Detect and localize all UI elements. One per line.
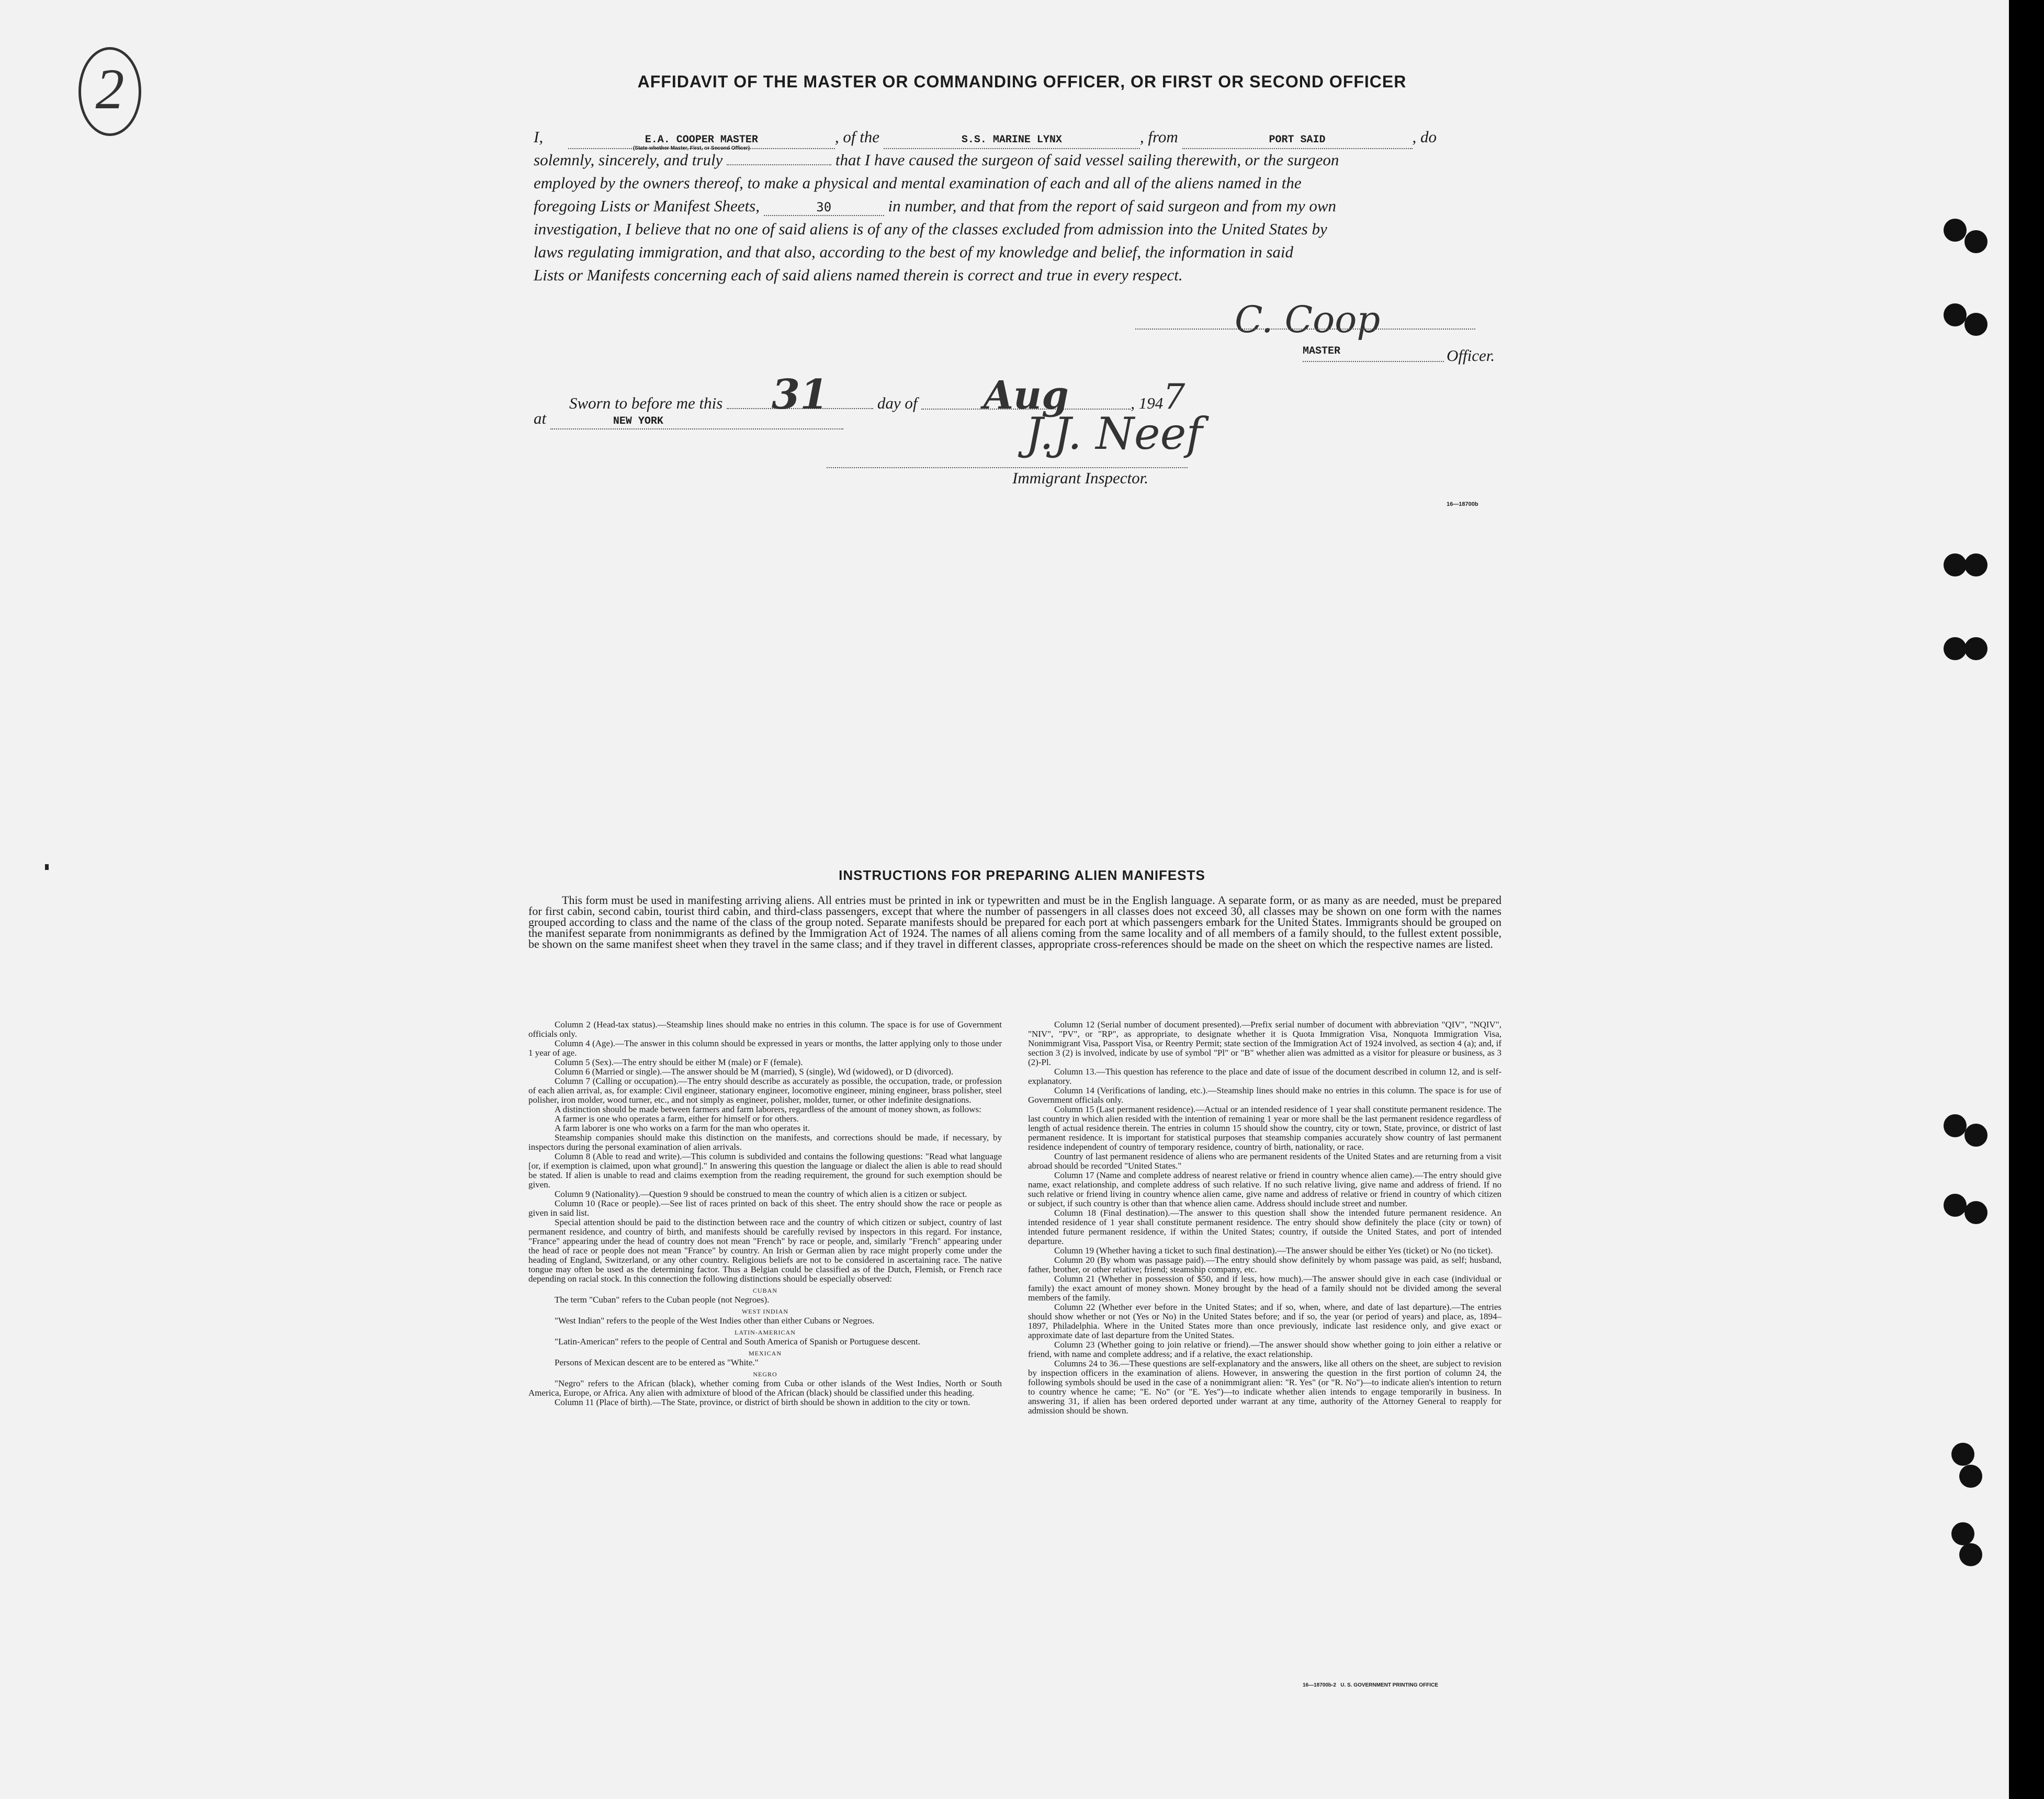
affidavit-line-6: laws regulating immigration, and that also, according to the best of my knowledge and belief, the information in said <box>534 243 1294 261</box>
right-column-para-2: Column 13.—This question has reference to the place and date of issue of the document described in column 12, and is self-explanatory. <box>1028 1067 1501 1086</box>
affidavit-line-7: Lists or Manifests concerning each of said aliens named therein is correct and true in every respect. <box>534 266 1183 284</box>
left-column-para-2: Column 4 (Age).—The answer in this column should be expressed in years or months, the latter applying only to those under 1 year of age. <box>528 1038 1002 1058</box>
sworn-text: Sworn to before me this <box>569 394 723 412</box>
punch-hole <box>1944 303 1967 326</box>
year-text: , 194 <box>1131 394 1164 412</box>
affidavit-word-i: I, <box>534 128 544 146</box>
right-column-para-5: Country of last permanent residence of aliens who are permanent residents of the United States and are returning from a visit abroad should be recorded "United States." <box>1028 1151 1501 1171</box>
signature-line <box>1135 329 1475 330</box>
left-column-para-12: Column 10 (Race or people).—See list of races printed on back of this sheet. The entry should show the race or people as given in said list. <box>528 1198 1002 1218</box>
punch-hole <box>1959 1543 1982 1566</box>
punch-hole <box>1951 1522 1974 1545</box>
inspector-line <box>827 467 1188 468</box>
officer-note: (State whether Master, First, or Second Officer) <box>633 145 750 151</box>
affidavit-line-3: employed by the owners thereof, to make a physical and mental examination of each and all of the aliens named in the <box>534 174 1302 192</box>
left-column-para-5: Column 7 (Calling or occupation).—The entry should describe as accurately as possible, the occupation, trade, or profession of each alien arrival, as, for example: Civil engineer, stationary engineer, locomotive engineer, mining engineer, brass polisher, steel polisher, iron molder, wood turner, etc., and not simply as engineer, polisher, molder, turner, or other indefinite designations. <box>528 1076 1002 1105</box>
left-column-para-3: Column 5 (Sex).—The entry should be either M (male) or F (female). <box>555 1057 803 1067</box>
right-paragraphs <box>1028 1020 1501 1416</box>
right-column-para-10: Column 21 (Whether in possession of $50, and if less, how much).—The answer should give in each case (individual or family) the exact amount of money shown. Money brought by the head of a family should not be divided among the several members of the family. <box>1028 1274 1501 1303</box>
month-handwritten: Aug <box>983 373 1069 418</box>
heading-latin-american: LATIN-AMERICAN <box>735 1329 796 1336</box>
para-column-11: Column 11 (Place of birth).—The State, province, or district of birth should be shown in addition to the city or town. <box>555 1397 970 1407</box>
para-mexican: Persons of Mexican descent are to be entered as "White." <box>555 1357 759 1367</box>
punch-hole <box>1964 637 1987 660</box>
left-paragraphs <box>528 1020 1002 1284</box>
at-text: at <box>534 409 547 427</box>
punch-hole <box>1964 1201 1987 1224</box>
right-column-para-6: Column 17 (Name and complete address of nearest relative or friend in country whence alien came).—The entry should give name, exact relationship, and complete address of such relative. If no such relative living, give name and address of friend. If no such relative or friend living in country whence alien came, give name and address of relative or friend in country of which citizen or subject, if such country is other than that whence alien came. Address should include street and number. <box>1028 1170 1501 1208</box>
form-number: 16—18700b <box>1447 501 1478 507</box>
left-column-para-4: Column 6 (Married or single).—The answer should be M (married), S (single), Wd (widowed), or D (divorced). <box>555 1067 954 1077</box>
heading-negro: NEGRO <box>753 1371 777 1378</box>
left-column-para-11: Column 9 (Nationality).—Question 9 should be construed to mean the country of which alien is a citizen or subject. <box>555 1189 967 1199</box>
para-latin-american: "Latin-American" refers to the people of Central and South America of Spanish or Portuguese descent. <box>555 1337 920 1347</box>
right-column-para-13: Columns 24 to 36.—These questions are self-explanatory and the answers, like all others on the sheet, are subject to revision by inspection officers in the examination of aliens. However, in answering the question in the first portion of column 24, the following symbols should be used in the case of a nonimmigrant alien: "R. Yes" (or "R. No")—to indicate alien's intention to return to country whence he came; "E. No" (or "E. Yes")—to indicate whether alien intends to engage temporarily in business. In answering 31, if alien has been ordered deported under warrant at any time, authority of the Attorney General to reapply for admission should be shown. <box>1028 1359 1501 1416</box>
solemnly-blank <box>727 149 831 165</box>
right-column-para-11: Column 22 (Whether ever before in the United States; and if so, when, where, and date of last departure).—The entries should show whether or not (Yes or No) in the United States before; and if so, the year (or period of years) and place, as, 1894–1897, Philadelphia. Where in the United States more than once previously, indicate last residence only, and give exact or approximate date of last departure from the United States. <box>1028 1302 1501 1340</box>
right-column-para-4: Column 15 (Last permanent residence).—Actual or an intended residence of 1 year shall constitute permanent residence. The last country in which alien resided with the intention of remaining 1 year or more shall be the last permanent residence regardless of length of actual residence therein. The entries in column 15 should show the country, city or town, State, province, or district of last permanent residence. It is important for statistical purposes that steamship companies accurately show country of last permanent residence independent of country of temporary residence, country of birth, nationality, or race. <box>1028 1104 1501 1152</box>
punch-hole <box>1951 1443 1974 1466</box>
place-line <box>534 409 843 429</box>
month-field <box>921 373 1131 418</box>
affidavit-title: AFFIDAVIT OF THE MASTER OR COMMANDING OFFICER, OR FIRST OR SECOND OFFICER <box>637 72 1407 91</box>
para-negro: "Negro" refers to the African (black), whether coming from Cuba or other islands of the West Indies, North or South America, Europe, or Africa. Any alien with admixture of blood of the African (black) should be classified under this heading. <box>528 1378 1002 1398</box>
affidavit-line-2 <box>534 149 1507 172</box>
punch-hole <box>1964 553 1987 576</box>
inspector-signature: J.J. Neef <box>1025 408 1203 459</box>
punch-hole <box>1944 219 1967 242</box>
left-column-para-6: A distinction should be made between farmers and farm laborers, regardless of the amount of money shown, as follows: <box>555 1104 981 1114</box>
officer-field: E.A. COOPER MASTER <box>568 132 835 149</box>
affidavit-text: foregoing Lists or Manifest Sheets, <box>534 197 760 215</box>
left-column-para-1: Column 2 (Head-tax status).—Steamship lines should make no entries in this column. The space is for use of Government officials only. <box>528 1020 1002 1039</box>
left-column-para-13: Special attention should be paid to the distinction between race and the country of which citizen or subject, country of last permanent residence, and country of birth, and manifests should be carefully revised by inspectors in this regard. For instance, "France" appearing under the head of country does not mean "French" by race or people, and, similarly "French" appearing under the head of race or people does not mean "France" by country. An Irish or German alien by race might properly come under the heading of England, Switzerland, or any other country. Religious beliefs are not to be considered in ascertaining race. The native tongue may often be used as the determining factor. Thus a Belgian could be classified as of the Dutch, Flemish, or French race depending on racial stock. In this connection the following distinctions should be especially observed: <box>528 1217 1002 1284</box>
instructions-intro: This form must be used in manifesting arriving aliens. All entries must be printed in ink or typewritten and must be in the English language. A separate form, or as many as are needed, must be prepared for first cabin, second cabin, tourist third cabin, and third-class passengers, except that where the number of passengers in all classes does not exceed 30, all classes may be shown on one form with the names grouped according to class and the name of the class of the group noted. Separate manifests should be prepared for each port at which passengers embark for the United States. Immigrants should be grouped on the manifest separate from nonimmigrants as defined by the Immigration Act of 1924. The names of all aliens coming from the same locality and of all members of a family should, to the fullest extent possible, be shown on the same manifest sheet when they travel in the same class; and if they travel in different classes, appropriate cross-references should be made on the sheet on which the respective names are listed. <box>528 893 1501 951</box>
left-column-para-7: A farmer is one who operates a farm, either for himself or for others. <box>555 1114 799 1124</box>
affidavit-line-1 <box>534 126 1507 149</box>
heading-cuban: CUBAN <box>752 1287 777 1294</box>
right-column-para-3: Column 14 (Verifications of landing, etc.).—Steamship lines should make no entries in this column. The space is for use of Government officials only. <box>1028 1085 1501 1105</box>
left-column-para-8: A farm laborer is one who works on a farm for the man who operates it. <box>555 1123 810 1133</box>
instructions-right-column <box>1028 1020 1501 1416</box>
affidavit-text: solemnly, sincerely, and truly <box>534 151 723 169</box>
para-cuban: The term "Cuban" refers to the Cuban people (not Negroes). <box>555 1295 770 1305</box>
port-field: PORT SAID <box>1182 132 1413 149</box>
affidavit-line-4 <box>534 195 1507 218</box>
left-column-para-9: Steamship companies should make this distinction on the manifests, and corrections should be made, if necessary, by inspectors during the personal examination of alien arrivals. <box>528 1133 1002 1152</box>
heading-west-indian: WEST INDIAN <box>741 1308 789 1315</box>
footer-office: U. S. GOVERNMENT PRINTING OFFICE <box>1340 1682 1438 1688</box>
master-signature: C. Coop <box>1235 298 1381 341</box>
margin-note-text: 2 <box>95 57 125 121</box>
inspector-label: Immigrant Inspector. <box>1012 469 1149 487</box>
affidavit-word-of-the: , of the <box>834 128 880 146</box>
punch-hole <box>1964 230 1987 253</box>
heading-mexican: MEXICAN <box>749 1350 782 1357</box>
place-field: NEW YORK <box>550 414 843 429</box>
footer-form-number <box>1303 1682 1438 1688</box>
right-column-para-1: Column 12 (Serial number of document presented).—Prefix serial number of document with abbreviation "QIV", "NQIV", "NIV", "PV", or "RP", as appropriate, to designate whether it is Quota Immigration Visa, Nonquota Immigration Visa, Nonimmigrant Visa, Passport Visa, or Reentry Permit; state section of the Immigration Act of 1924 involved, as section 4 (a); and, if section 3 (2) is involved, indicate by use of symbol "Pl" or "B" whether alien was admitted as a visitor for pleasure or business, as 3 (2)-Pl. <box>1028 1020 1501 1067</box>
affidavit-word-do: , do <box>1412 128 1437 146</box>
day-handwritten: 31 <box>771 371 829 418</box>
affidavit-text: in number, and that from the report of said surgeon and from my own <box>888 197 1337 215</box>
punch-hole <box>1959 1465 1982 1488</box>
affidavit-word-from: , from <box>1139 128 1178 146</box>
margin-note-circled <box>78 47 141 136</box>
right-column-para-7: Column 18 (Final destination).—The answer to this question shall show the intended future permanent residence. An intended residence of 1 year shall constitute permanent residence. The entry should show definitely the place (city or town) of intended future permanent residence, if within the United States; country, if outside the United States, and port of intended departure. <box>1028 1208 1501 1246</box>
vessel-field: S.S. MARINE LYNX <box>884 132 1140 149</box>
right-column-para-8: Column 19 (Whether having a ticket to such final destination).—The answer should be either Yes (ticket) or No (no ticket). <box>1054 1246 1493 1255</box>
punch-hole <box>1944 1114 1967 1137</box>
punch-hole <box>1944 637 1967 660</box>
speck-mark <box>45 864 49 870</box>
affidavit-body <box>534 126 1507 287</box>
right-column-para-12: Column 23 (Whether going to join relative or friend).—The answer should show whether going to join either a relative or friend, with name and complete address; and if a relative, the exact relationship. <box>1028 1340 1501 1359</box>
para-west-indian: "West Indian" refers to the people of the West Indies other than either Cubans or Negroes. <box>555 1316 875 1326</box>
punch-hole <box>1944 553 1967 576</box>
day-field <box>727 371 873 418</box>
punch-hole <box>1964 1124 1987 1147</box>
sheet-count-field: 30 <box>764 199 884 216</box>
instructions-title: INSTRUCTIONS FOR PREPARING ALIEN MANIFESTS <box>839 867 1205 883</box>
affidavit-text: that I have caused the surgeon of said vessel sailing therewith, or the surgeon <box>835 151 1339 169</box>
officer-label: Officer. <box>1447 346 1495 365</box>
left-column-para-10: Column 8 (Able to read and write).—This column is subdivided and contains the following questions: "Read what language [or, if exemption is claimed, upon what ground]." In answering this question the language or dialect the alien is able to read should be stated. If alien is unable to read and claims exemption from the reading requirement, the ground for such exemption should be given. <box>528 1151 1002 1190</box>
day-of-text: day of <box>877 394 918 412</box>
right-column-para-9: Column 20 (By whom was passage paid).—The entry should show definitely by whom passage was paid, as self; husband, father, brother, or other relative; friend; steamship company, etc. <box>1028 1255 1501 1274</box>
punch-hole <box>1964 313 1987 336</box>
punch-hole <box>1944 1194 1967 1217</box>
officer-title-field: MASTER <box>1303 345 1444 362</box>
affidavit-line-5: investigation, I believe that no one of said aliens is of any of the classes excluded from admission into the United States by <box>534 220 1327 238</box>
instructions-left-column <box>528 1020 1002 1407</box>
footer-form: 16—18700b-2 <box>1303 1682 1336 1688</box>
year-handwritten: 7 <box>1163 377 1185 417</box>
